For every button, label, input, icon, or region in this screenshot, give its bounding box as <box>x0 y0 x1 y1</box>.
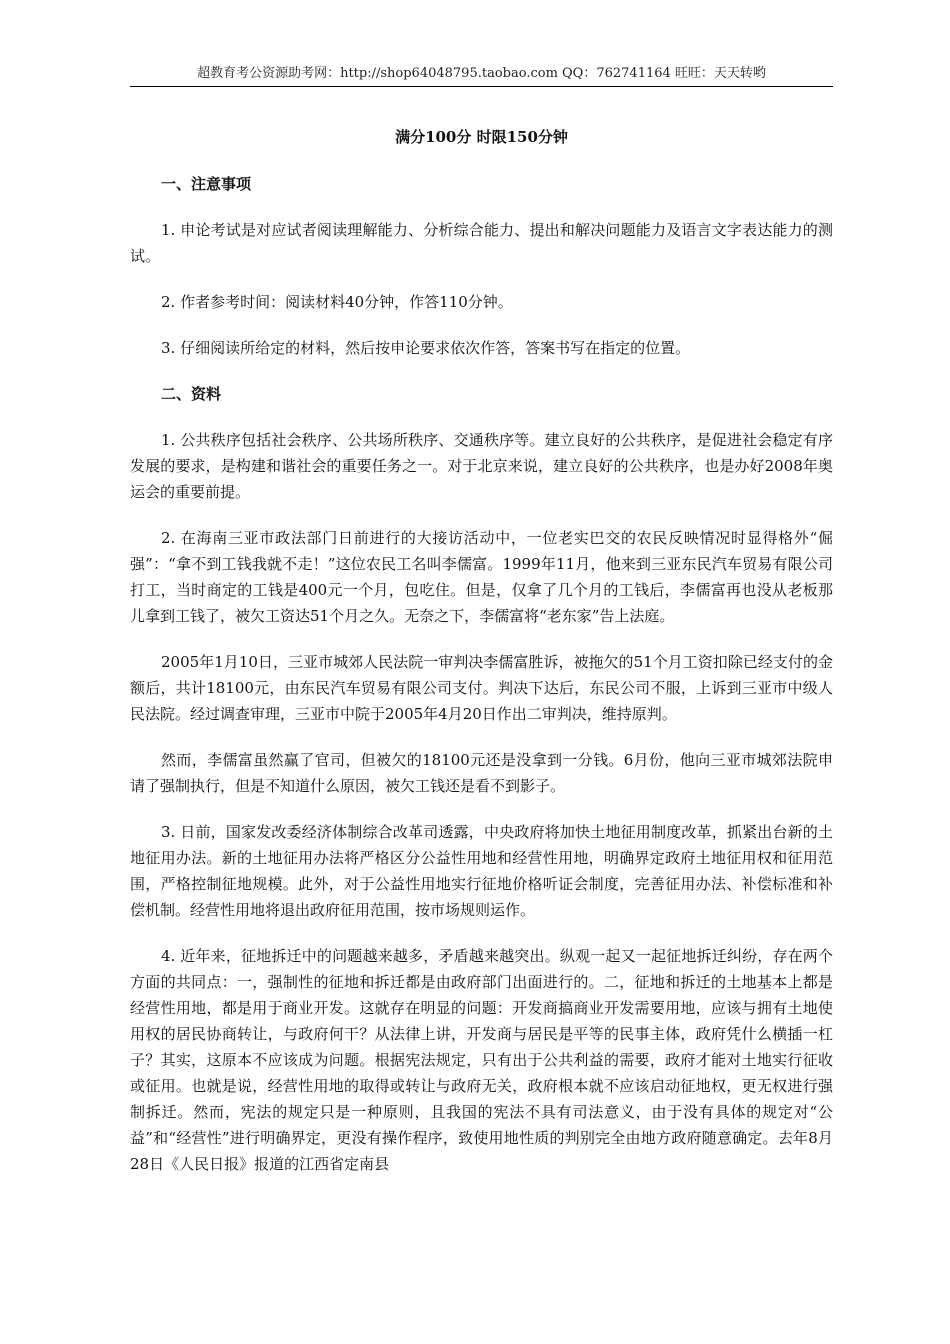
document-page <box>130 0 833 1344</box>
exam-title: 满分100分 时限150分钟 <box>395 128 568 146</box>
notes-item: 3. 仔细阅读所给定的材料，然后按申论要求依次作答，答案书写在指定的位置。 <box>161 339 691 357</box>
material-paragraph: 然而，李儒富虽然赢了官司，但被欠的18100元还是没拿到一分钱。6月份，他向三亚市城郊法院申请了强制执行，但是不知道什么原因，被欠工钱还是看不到影子。 <box>130 751 833 795</box>
material-paragraph: 2005年1月10日，三亚市城郊人民法院一审判决李儒富胜诉，被拖欠的51个月工资扣除已经支付的金额后，共计18100元，由东民汽车贸易有限公司支付。判决下达后，东民公司不服，上诉到三亚市中级人民法院。经过调查审理，三亚市中院于2005年4月20日作出二审判决，维持原判。 <box>130 653 833 723</box>
page-header: 超教育考公资源助考网：http://shop64048795.taobao.com QQ：762741164 旺旺：天天转哟 <box>197 66 766 81</box>
document-body <box>130 123 833 1197</box>
notes-item: 1. 申论考试是对应试者阅读理解能力、分析综合能力、提出和解决问题能力及语言文字表达能力的测试。 <box>130 221 833 265</box>
section-heading-materials: 二、资料 <box>161 385 222 403</box>
section-heading-notes: 一、注意事项 <box>161 175 252 193</box>
material-paragraph: 4. 近年来，征地拆迁中的问题越来越多，矛盾越来越突出。纵观一起又一起征地拆迁纠纷，存在两个方面的共同点：一，强制性的征地和拆迁都是由政府部门出面进行的。二，征地和拆迁的土地基本上都是经营性用地，都是用于商业开发。这就存在明显的问题：开发商搞商业开发需要用地，应该与拥有土地使用权的居民协商转让，与政府何干？从法律上讲，开发商与居民是平等的民事主体，政府凭什么横插一杠子？其实，这原本不应该成为问题。根据宪法规定，只有出于公共利益的需要，政府才能对土地实行征收或征用。也就是说，经营性用地的取得或转让与政府无关，政府根本就不应该启动征地权，更无权进行强制拆迁。然而，宪法的规定只是一种原则，且我国的宪法不具有司法意义，由于没有具体的规定对“公益”和“经营性”进行明确界定，更没有操作程序，致使用地性质的判别完全由地方政府随意确定。去年8月28日《人民日报》报道的江西省定南县 <box>130 947 833 1173</box>
material-paragraph: 2. 在海南三亚市政法部门日前进行的大接访活动中，一位老实巴交的农民反映情况时显得格外“倔强”：“拿不到工钱我就不走！”这位农民工名叫李儒富。1999年11月，他来到三亚东民汽车贸易有限公司打工，当时商定的工钱是400元一个月，包吃住。但是，仅拿了几个月的工钱后，李儒富再也没从老板那儿拿到工钱了，被欠工资达51个月之久。无奈之下，李儒富将“老东家”告上法庭。 <box>130 529 833 625</box>
header-divider <box>130 86 833 87</box>
material-paragraph: 3. 日前，国家发改委经济体制综合改革司透露，中央政府将加快土地征用制度改革，抓紧出台新的土地征用办法。新的土地征用办法将严格区分公益性用地和经营性用地，明确界定政府土地征用权和征用范围，严格控制征地规模。此外，对于公益性用地实行征地价格听证会制度，完善征用办法、补偿标准和补偿机制。经营性用地将退出政府征用范围，按市场规则运作。 <box>130 823 833 919</box>
notes-item: 2. 作者参考时间：阅读材料40分钟，作答110分钟。 <box>161 293 513 311</box>
material-paragraph: 1. 公共秩序包括社会秩序、公共场所秩序、交通秩序等。建立良好的公共秩序，是促进社会稳定有序发展的要求，是构建和谐社会的重要任务之一。对于北京来说，建立良好的公共秩序，也是办好2008年奥运会的重要前提。 <box>130 431 833 501</box>
